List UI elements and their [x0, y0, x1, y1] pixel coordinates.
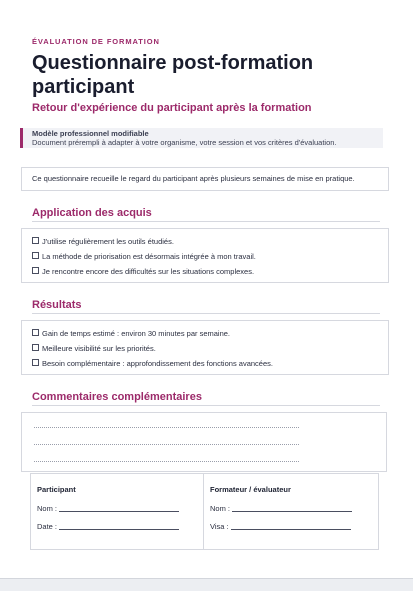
trainer-name-label: Nom : — [210, 504, 231, 513]
intro-box — [21, 167, 389, 191]
checklist-item-label: La méthode de priorisation est désormais intégrée à mon travail. — [42, 252, 256, 261]
checklist-item-label: Besoin complémentaire : approfondissement des fonctions avancées. — [42, 359, 273, 368]
signature-divider — [203, 474, 204, 549]
participant-name-field[interactable] — [37, 504, 179, 513]
trainer-name-field[interactable] — [210, 504, 352, 513]
checklist-item-label: Je rencontre encore des difficultés sur les situations complexes. — [42, 267, 255, 276]
participant-date-input[interactable] — [59, 522, 179, 530]
viewer-bottom-bar — [0, 578, 413, 591]
checklist-item[interactable] — [32, 267, 254, 276]
template-note-title: Modèle professionnel modifiable — [32, 129, 149, 138]
participant-date-label: Date : — [37, 522, 58, 531]
template-note-text: Document prérempli à adapter à votre organisme, votre session et vos critères d'évaluation. — [32, 138, 337, 147]
section-divider — [32, 221, 380, 222]
checkbox-icon[interactable] — [32, 252, 39, 259]
checkbox-icon[interactable] — [32, 237, 39, 244]
trainer-visa-input[interactable] — [231, 522, 351, 530]
checklist-item-label: J'utilise régulièrement les outils étudiés. — [42, 237, 174, 246]
trainer-heading: Formateur / évaluateur — [210, 485, 291, 494]
participant-name-input[interactable] — [59, 504, 179, 512]
checklist-item[interactable] — [32, 344, 156, 353]
checkbox-icon[interactable] — [32, 267, 39, 274]
checkbox-icon[interactable] — [32, 344, 39, 351]
checklist-box-application — [21, 228, 389, 283]
checkbox-icon[interactable] — [32, 359, 39, 366]
comment-line[interactable] — [34, 444, 299, 445]
checklist-item[interactable] — [32, 329, 230, 338]
comments-box[interactable] — [21, 412, 387, 472]
section-divider — [32, 313, 380, 314]
section-divider — [32, 405, 380, 406]
comment-line[interactable] — [34, 427, 299, 428]
checklist-item[interactable] — [32, 252, 256, 261]
checkbox-icon[interactable] — [32, 329, 39, 336]
trainer-name-input[interactable] — [232, 504, 352, 512]
checklist-item-label: Gain de temps estimé : environ 30 minutes par semaine. — [42, 329, 231, 338]
trainer-visa-label: Visa : — [210, 522, 229, 531]
participant-date-field[interactable] — [37, 522, 179, 531]
intro-text: Ce questionnaire recueille le regard du participant après plusieurs semaines de mise en pratique. — [32, 174, 355, 183]
eyebrow-label: ÉVALUATION DE FORMATION — [32, 37, 160, 46]
section-title-comments: Commentaires complémentaires — [32, 391, 202, 403]
participant-name-label: Nom : — [37, 504, 58, 513]
participant-heading: Participant — [37, 485, 76, 494]
template-note — [20, 128, 383, 148]
checklist-item-label: Meilleure visibilité sur les priorités. — [42, 344, 156, 353]
checklist-item[interactable] — [32, 237, 174, 246]
checklist-item[interactable] — [32, 359, 273, 368]
section-title-results: Résultats — [32, 299, 82, 311]
section-title-application: Application des acquis — [32, 207, 152, 219]
trainer-visa-field[interactable] — [210, 522, 351, 531]
page-subtitle: Retour d'expérience du participant après la formation — [32, 102, 312, 114]
comment-line[interactable] — [34, 461, 299, 462]
page-title: Questionnaire post-formation participant — [32, 52, 314, 98]
signature-box — [30, 473, 379, 550]
checklist-box-results — [21, 320, 389, 375]
